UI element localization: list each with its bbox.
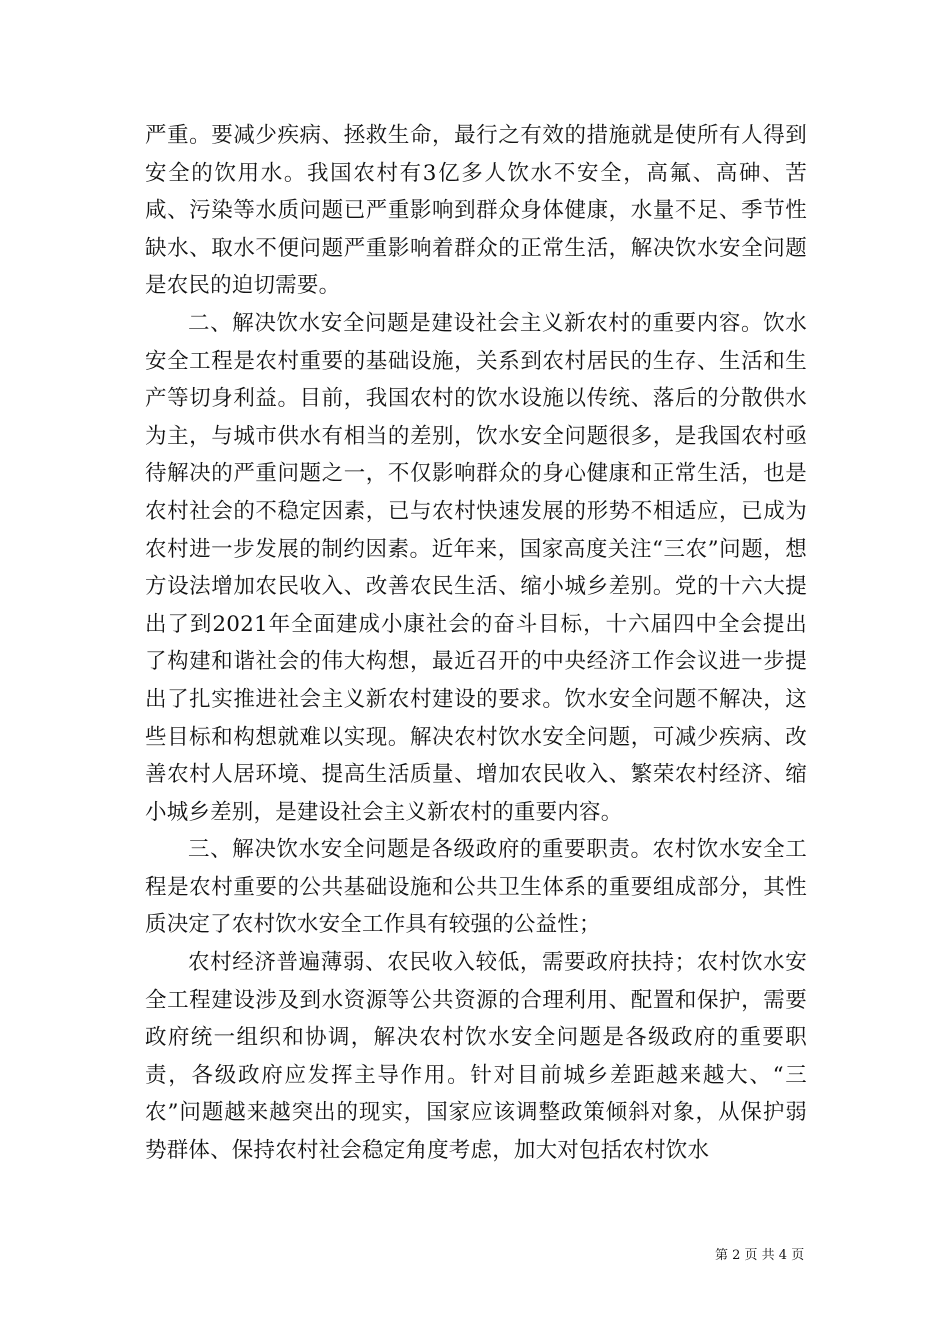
paragraph-4: 农村经济普遍薄弱、农民收入较低，需要政府扶持；农村饮水安全工程建设涉及到水资源等公共资源的合理利用、配置和保护，需要政府统一组织和协调，解决农村饮水安全问题是各级政府的重要职责，各级政府应发挥主导作用。针对目前城乡差距越来越大、“三农”问题越来越突出的现实，国家应该调整政策倾斜对象，从保护弱势群体、保持农村社会稳定角度考虑，加大对包括农村饮水 bbox=[145, 950, 807, 1164]
page-number: 第 2 页 共 4 页 bbox=[715, 1248, 805, 1263]
paragraph-3: 三、解决饮水安全问题是各级政府的重要职责。农村饮水安全工程是农村重要的公共基础设施和公共卫生体系的重要组成部分，其性质决定了农村饮水安全工作具有较强的公益性； bbox=[145, 837, 807, 938]
paragraph-2: 二、解决饮水安全问题是建设社会主义新农村的重要内容。饮水安全工程是农村重要的基础设施，关系到农村居民的生存、生活和生产等切身利益。目前，我国农村的饮水设施以传统、落后的分散供水为主，与城市供水有相当的差别，饮水安全问题很多，是我国农村亟待解决的严重问题之一，不仅影响群众的身心健康和正常生活，也是农村社会的不稳定因素，已与农村快速发展的形势不相适应，已成为农村进一步发展的制约因素。近年来，国家高度关注“三农”问题，想方设法增加农民收入、改善农民生活、缩小城乡差别。党的十六大提出了到2021年全面建成小康社会的奋斗目标，十六届四中全会提出了构建和谐社会的伟大构想，最近召开的中央经济工作会议进一步提出了扎实推进社会主义新农村建设的要求。饮水安全问题不解决，这些目标和构想就难以实现。解决农村饮水安全问题，可减少疾病、改善农村人居环境、提高生活质量、增加农民收入、繁荣农村经济、缩小城乡差别，是建设社会主义新农村的重要内容。 bbox=[145, 310, 807, 825]
paragraph-1: 严重。要减少疾病、拯救生命，最行之有效的措施就是使所有人得到安全的饮用水。我国农村有3亿多人饮水不安全，高氟、高砷、苦咸、污染等水质问题已严重影响到群众身体健康，水量不足、季节性缺水、取水不便问题严重影响着群众的正常生活，解决饮水安全问题是农民的迫切需要。 bbox=[145, 123, 807, 299]
document-body bbox=[145, 117, 807, 1170]
